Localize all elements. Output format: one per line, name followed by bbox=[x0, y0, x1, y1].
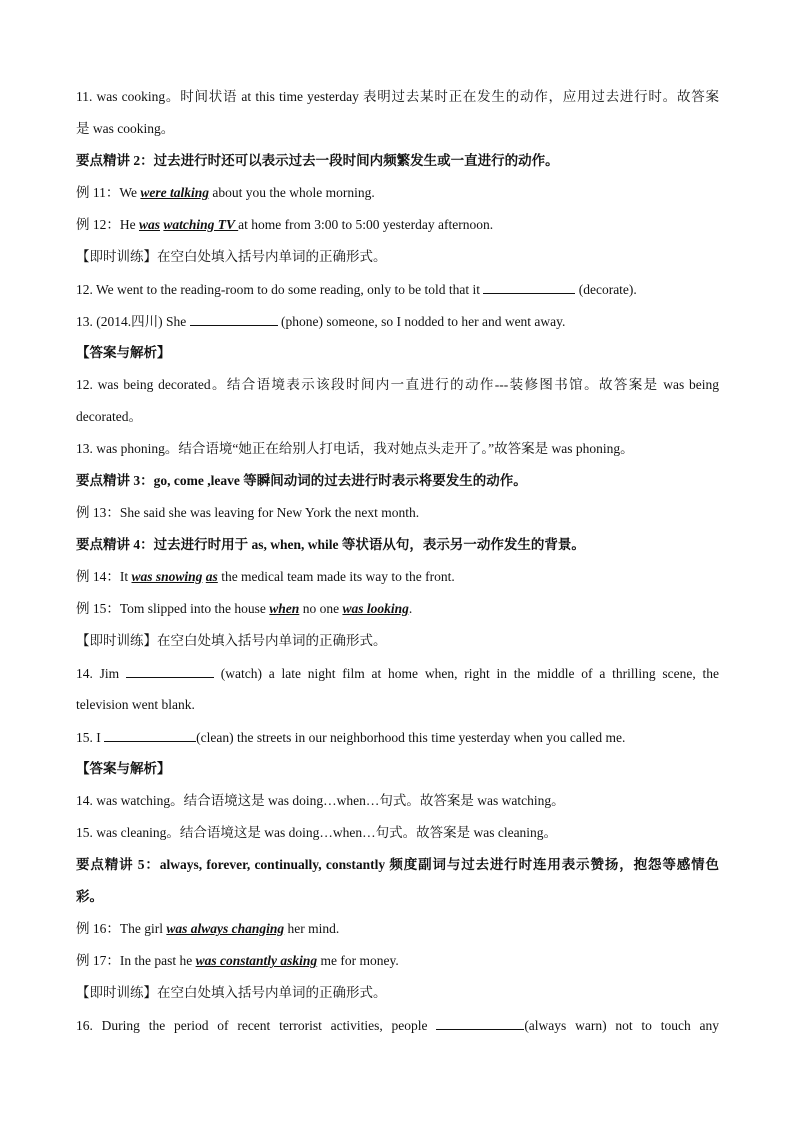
question-15: 15. I (clean) the streets in our neighborhood this time yesterday when you called me. bbox=[76, 727, 719, 748]
answer-blank[interactable] bbox=[436, 1015, 524, 1030]
answer-blank[interactable] bbox=[483, 279, 575, 294]
answer-blank[interactable] bbox=[190, 311, 278, 326]
key-point-2: 要点精讲 2：过去进行时还可以表示过去一段时间内频繁发生或一直进行的动作。 bbox=[76, 153, 559, 168]
answer-line-14: 14. was watching。结合语境这是 was doing…when…句式。故答案是 was watching。 bbox=[76, 793, 565, 808]
answer-line-15: 15. was cleaning。结合语境这是 was doing…when…句式。故答案是 was cleaning。 bbox=[76, 825, 558, 840]
answer-line-11: 11. was cooking。时间状语 at this time yesterday 表明过去某时正在发生的动作，应用过去进行时。故答案 bbox=[76, 89, 719, 104]
example-13: 例 13：She said she was leaving for New York the next month. bbox=[76, 505, 420, 520]
practice-heading: 【即时训练】在空白处填入括号内单词的正确形式。 bbox=[76, 249, 387, 264]
practice-heading: 【即时训练】在空白处填入括号内单词的正确形式。 bbox=[76, 985, 387, 1000]
answer-line-13: 13. was phoning。结合语境“她正在给别人打电话，我对她点头走开了。”故答案是 was phoning。 bbox=[76, 441, 634, 456]
example-16: 例 16：The girl was always changing her mind. bbox=[76, 921, 340, 936]
key-point-4: 要点精讲 4：过去进行时用于 as, when, while 等状语从句，表示另一动作发生的背景。 bbox=[76, 537, 585, 552]
key-point-5: 要点精讲 5：always, forever, continually, constantly 频度副词与过去进行时连用表示赞扬，抱怨等感情色 bbox=[76, 857, 719, 872]
example-14: 例 14：It was snowing as the medical team made its way to the front. bbox=[76, 569, 455, 584]
answer-blank[interactable] bbox=[126, 663, 214, 678]
key-point-3: 要点精讲 3：go, come ,leave 等瞬间动词的过去进行时表示将要发生的动作。 bbox=[76, 473, 527, 488]
answer-heading: 【答案与解析】 bbox=[76, 761, 171, 776]
answer-heading: 【答案与解析】 bbox=[76, 345, 171, 360]
question-14-cont: television went blank. bbox=[76, 697, 195, 712]
key-point-5-cont: 彩。 bbox=[76, 889, 103, 904]
answer-line-12: 12. was being decorated。结合语境表示该段时间内一直进行的动作---装修图书馆。故答案是 was being bbox=[76, 377, 719, 392]
answer-blank[interactable] bbox=[104, 727, 196, 742]
question-12: 12. We went to the reading-room to do some reading, only to be told that it (decorate). bbox=[76, 279, 719, 300]
practice-heading: 【即时训练】在空白处填入括号内单词的正确形式。 bbox=[76, 633, 387, 648]
question-13: 13. (2014.四川) She (phone) someone, so I nodded to her and went away. bbox=[76, 311, 719, 332]
question-16: 16. During the period of recent terrorist activities, people (always warn) not to touch any bbox=[76, 1015, 719, 1036]
example-12: 例 12：He was watching TV at home from 3:00 to 5:00 yesterday afternoon. bbox=[76, 217, 494, 232]
example-17: 例 17：In the past he was constantly asking me for money. bbox=[76, 953, 399, 968]
question-14: 14. Jim (watch) a late night film at home when, right in the middle of a thrilling scene, the bbox=[76, 663, 719, 684]
answer-line-12-cont: decorated。 bbox=[76, 409, 142, 424]
example-15: 例 15：Tom slipped into the house when no one was looking. bbox=[76, 601, 413, 616]
example-11: 例 11：We were talking about you the whole morning. bbox=[76, 185, 375, 200]
answer-line-11-cont: 是 was cooking。 bbox=[76, 121, 175, 136]
